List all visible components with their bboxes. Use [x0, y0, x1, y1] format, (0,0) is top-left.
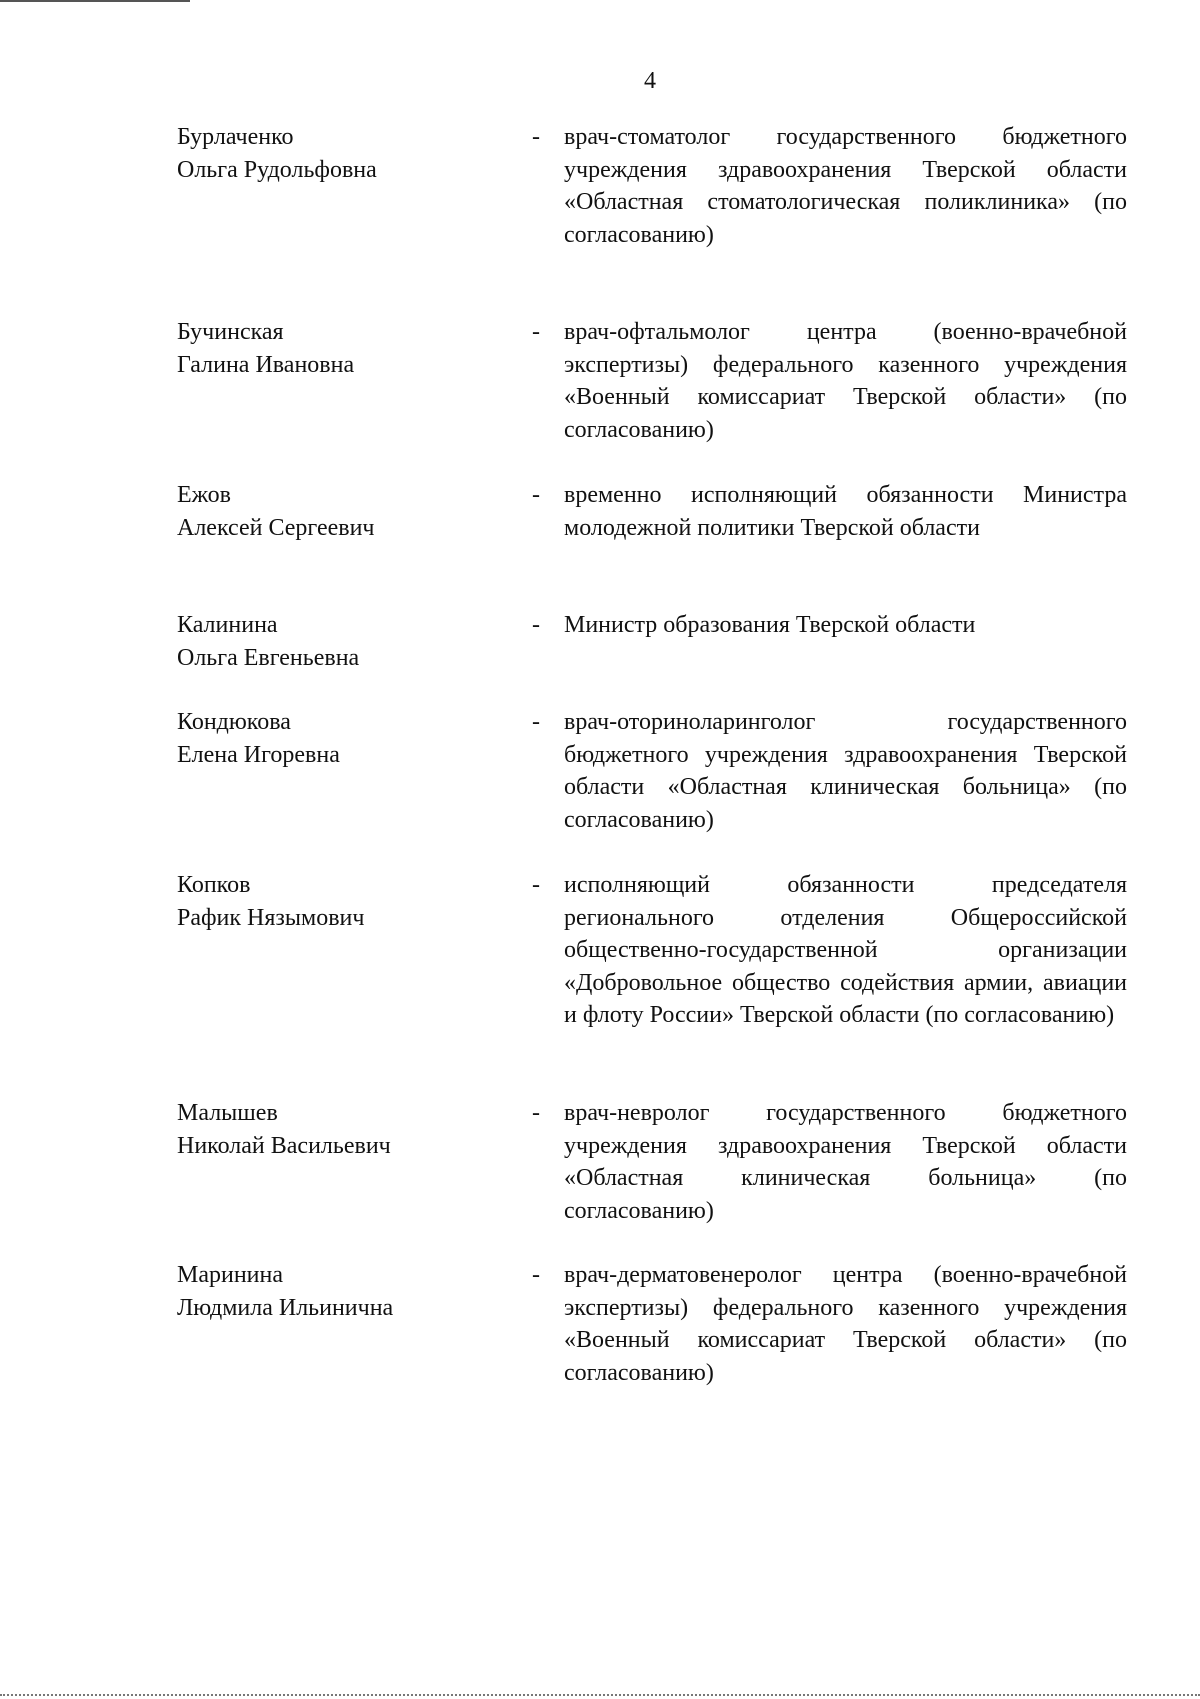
member-first-names: Ольга Евгеньевна — [177, 644, 360, 671]
member-name — [177, 869, 507, 934]
member-first-names: Галина Ивановна — [177, 351, 355, 378]
member-first-names: Елена Игоревна — [177, 741, 340, 768]
entry-dash: - — [532, 482, 540, 508]
member-name — [177, 609, 507, 674]
scan-edge-line-top — [0, 0, 190, 2]
entry-dash: - — [532, 124, 540, 150]
entry-dash: - — [532, 709, 540, 735]
member-position: Министр образования Тверской области — [564, 612, 976, 638]
entry-dash: - — [532, 1100, 540, 1126]
member-name — [177, 1097, 507, 1162]
member-position: врач-стоматолог государственного бюджетного учреждения здравоохранения Тверской области «Областная стоматологическая поликлиника» (по согласованию) — [564, 124, 1127, 248]
member-first-names: Рафик Нязымович — [177, 904, 365, 931]
member-name — [177, 706, 507, 771]
member-last-name: Малышев — [177, 1100, 278, 1126]
member-last-name: Копков — [177, 872, 251, 898]
member-last-name: Калинина — [177, 612, 278, 638]
member-name — [177, 121, 507, 186]
member-position: врач-оториноларинголог государственного бюджетного учреждения здравоохранения Тверской области «Областная клиническая больница» (по согласованию) — [564, 709, 1127, 833]
member-last-name: Бучинская — [177, 319, 284, 345]
scan-edge-line-bottom — [0, 1694, 1200, 1696]
member-first-names: Алексей Сергеевич — [177, 514, 375, 541]
member-position: временно исполняющий обязанности Министра молодежной политики Тверской области — [564, 482, 1127, 541]
member-position: врач-невролог государственного бюджетного учреждения здравоохранения Тверской области «Областная клиническая больница» (по согласованию) — [564, 1100, 1127, 1224]
entry-dash: - — [532, 319, 540, 345]
member-last-name: Ежов — [177, 482, 231, 508]
member-name — [177, 1259, 507, 1324]
entry-dash: - — [532, 612, 540, 638]
member-first-names: Людмила Ильинична — [177, 1294, 394, 1321]
member-position: врач-дерматовенеролог центра (военно-врачебной экспертизы) федерального казенного учреждения «Военный комиссариат Тверской области» (по согласованию) — [564, 1262, 1127, 1386]
entry-dash: - — [532, 1262, 540, 1288]
entry-dash: - — [532, 872, 540, 898]
member-position: исполняющий обязанности председателя регионального отделения Общероссийской общественно-государственной организации «Добровольное общество содействия армии, авиации и флоту России» Тверской области (по согласованию) — [564, 872, 1127, 1028]
member-last-name: Кондюкова — [177, 709, 291, 735]
member-first-names: Николай Васильевич — [177, 1132, 391, 1159]
member-last-name: Маринина — [177, 1262, 284, 1288]
member-position: врач-офтальмолог центра (военно-врачебной экспертизы) федерального казенного учреждения «Военный комиссариат Тверской области» (по согласованию) — [564, 319, 1127, 443]
member-name — [177, 479, 507, 544]
page-number: 4 — [644, 68, 656, 94]
member-first-names: Ольга Рудольфовна — [177, 156, 377, 183]
member-last-name: Бурлаченко — [177, 124, 294, 150]
member-name — [177, 316, 507, 381]
